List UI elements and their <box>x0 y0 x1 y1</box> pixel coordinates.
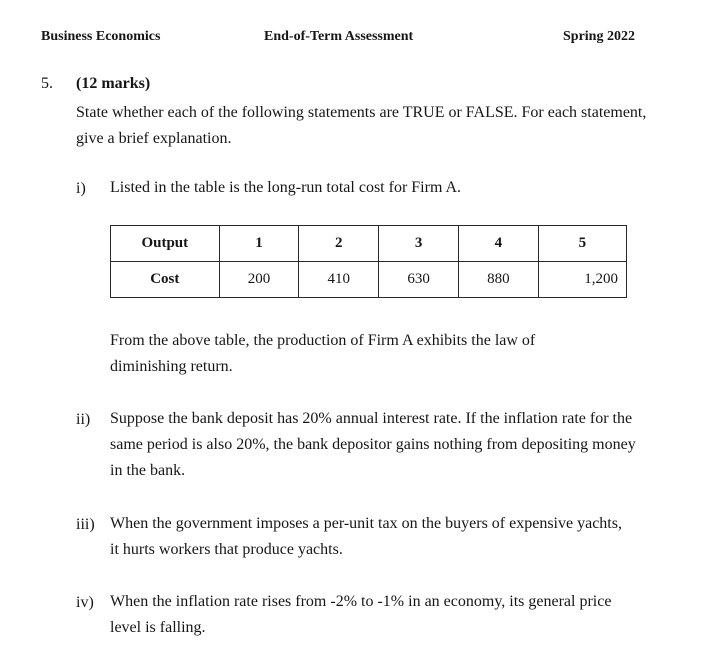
output-cell: 3 <box>379 226 459 262</box>
cost-row <box>111 262 627 298</box>
term-label: Spring 2022 <box>563 29 635 44</box>
output-cell: 4 <box>458 226 538 262</box>
output-cell: 1 <box>219 226 299 262</box>
item-followup-i: From the above table, the production of Firm A exhibits the law of diminishing return. <box>110 332 536 375</box>
question-marks: (12 marks) <box>76 75 151 92</box>
item-label-i: i) <box>76 180 86 197</box>
item-text-iv: When the inflation rate rises from -2% to -1% in an economy, its general price level is falling. <box>110 593 612 636</box>
cost-cell: 880 <box>458 262 538 298</box>
item-label-iii: iii) <box>76 516 95 533</box>
item-label-iv: iv) <box>76 594 94 611</box>
output-header: Output <box>111 226 220 262</box>
cost-header: Cost <box>111 262 220 298</box>
cost-cell: 1,200 <box>538 262 626 298</box>
cost-table <box>110 225 627 298</box>
cost-cell: 200 <box>219 262 299 298</box>
item-text-ii: Suppose the bank deposit has 20% annual interest rate. If the inflation rate for the same period is also 20%, the bank depositor gains nothing from depositing money in the bank. <box>110 410 636 479</box>
cost-cell: 410 <box>299 262 379 298</box>
item-text-iii: When the government imposes a per-unit tax on the buyers of expensive yachts, it hurts workers that produce yachts. <box>110 515 622 558</box>
item-text-i: Listed in the table is the long-run total cost for Firm A. <box>110 179 462 196</box>
output-cell: 5 <box>538 226 626 262</box>
cost-cell: 630 <box>379 262 459 298</box>
question-instruction: State whether each of the following statements are TRUE or FALSE. For each statement, give a brief explanation. <box>76 104 647 147</box>
item-label-ii: ii) <box>76 411 91 428</box>
question-number: 5. <box>41 75 53 92</box>
output-cell: 2 <box>299 226 379 262</box>
output-row <box>111 226 627 262</box>
assessment-title: End-of-Term Assessment <box>264 29 414 44</box>
course-title: Business Economics <box>41 29 161 44</box>
